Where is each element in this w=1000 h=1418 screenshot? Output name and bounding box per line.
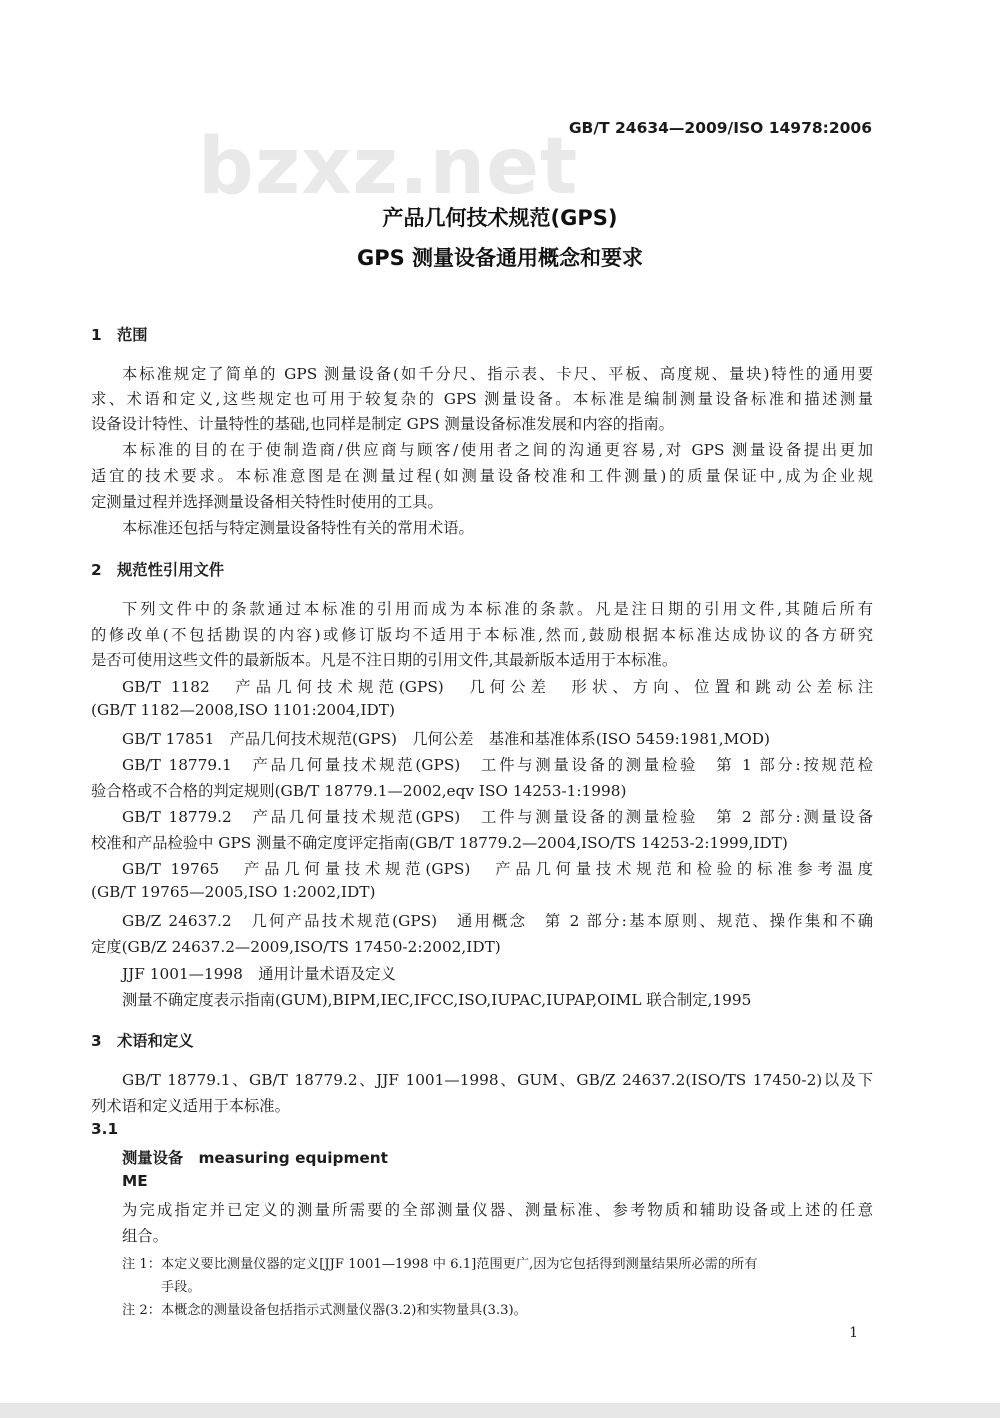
term-definition: 为完成指定并已定义的测量所需要的全部测量仪器、测量标准、参考物质和辅助设备或上述的任意 — [122, 1201, 873, 1219]
section-title: 范围 — [117, 326, 148, 344]
paragraph-line: 是否可使用这些文件的最新版本。凡是不注日期的引用文件,其最新版本适用于本标准。 — [91, 651, 678, 669]
reference-line: GB/T 18779.2 产品几何量技术规范(GPS) 工件与测量设备的测量检验 第 2 部分:测量设备 — [122, 808, 873, 826]
section-3-heading — [91, 1029, 194, 1051]
paragraph-line: GB/T 18779.1、GB/T 18779.2、JJF 1001—1998、GUM、GB/Z 24637.2(ISO/TS 17450-2)以及下 — [122, 1071, 873, 1089]
paragraph-line: 的修改单(不包括勘误的内容)或修订版均不适用于本标准,然而,鼓励根据本标准达成协议的各方研究 — [91, 626, 873, 644]
paragraph-line: 设备设计特性、计量特性的基础,也同样是制定 GPS 测量设备标准发展和内容的指南。 — [91, 415, 674, 433]
reference-line: 校准和产品检验中 GPS 测量不确定度评定指南(GB/T 18779.2—2004,ISO/TS 14253-2:1999,IDT) — [91, 834, 788, 852]
paragraph-line: 下列文件中的条款通过本标准的引用而成为本标准的条款。凡是注日期的引用文件,其随后所有 — [122, 600, 873, 618]
title-line-2: GPS 测量设备通用概念和要求 — [356, 246, 644, 270]
paragraph-line: 定测量过程并选择测量设备相关特性时使用的工具。 — [91, 493, 443, 511]
section-1-heading — [91, 323, 148, 345]
section-number: 3 — [91, 1032, 102, 1050]
reference-line: (GB/T 19765—2005,ISO 1:2002,IDT) — [91, 883, 376, 901]
note-1: 注 1：本定义要比测量仪器的定义[JJF 1001—1998 中 6.1]范围更广,因为它包括得到测量结果所必需的所有 — [122, 1257, 758, 1272]
paragraph-line: 本标准规定了简单的 GPS 测量设备(如千分尺、指示表、卡尺、平板、高度规、量块)特性的通用要 — [122, 365, 873, 383]
page-bottom-edge — [0, 1403, 1000, 1418]
paragraph-line: 求、术语和定义,这些规定也可用于较复杂的 GPS 测量设备。本标准是编制测量设备标准和描述测量 — [91, 390, 873, 408]
reference-line: 定度(GB/Z 24637.2—2009,ISO/TS 17450-2:2002,IDT) — [91, 938, 501, 956]
section-number: 2 — [91, 561, 102, 579]
term-name: 测量设备 measuring equipment — [122, 1149, 388, 1167]
page-number: 1 — [849, 1325, 858, 1341]
title-line-1: 产品几何技术规范(GPS) — [382, 206, 618, 230]
paragraph-line: 适宜的技术要求。本标准意图是在测量过程(如测量设备校准和工件测量)的质量保证中,成为企业规 — [91, 467, 873, 485]
paragraph-line: 本标准还包括与特定测量设备特性有关的常用术语。 — [122, 519, 474, 537]
standard-code: GB/T 24634—2009/ISO 14978:2006 — [568, 119, 872, 137]
reference-line: (GB/T 1182—2008,ISO 1101:2004,IDT) — [91, 701, 395, 719]
reference-line: GB/Z 24637.2 几何产品技术规范(GPS) 通用概念 第 2 部分:基本原则、规范、操作集和不确 — [122, 912, 873, 930]
reference-line: 验合格或不合格的判定规则(GB/T 18779.1—2002,eqv ISO 14253-1:1998) — [91, 782, 627, 800]
section-number: 1 — [91, 326, 102, 344]
reference-line: 测量不确定度表示指南(GUM),BIPM,IEC,IFCC,ISO,IUPAC,IUPAP,OIML 联合制定,1995 — [122, 991, 752, 1009]
clause-number: 3.1 — [91, 1120, 119, 1138]
reference-line: GB/T 19765 产品几何量技术规范(GPS) 产品几何量技术规范和检验的标准参考温度 — [122, 860, 873, 878]
reference-line: JJF 1001—1998 通用计量术语及定义 — [122, 965, 396, 983]
paragraph-line: 本标准的目的在于使制造商/供应商与顾客/使用者之间的沟通更容易,对 GPS 测量设备提出更加 — [122, 441, 873, 459]
note-2: 注 2：本概念的测量设备包括指示式测量仪器(3.2)和实物量具(3.3)。 — [122, 1303, 527, 1318]
paragraph-line: 列术语和定义适用于本标准。 — [91, 1097, 290, 1115]
note-1-continued: 手段。 — [161, 1280, 201, 1295]
section-title: 规范性引用文件 — [117, 561, 225, 579]
term-abbreviation: ME — [122, 1172, 148, 1190]
section-title: 术语和定义 — [117, 1032, 194, 1050]
term-definition: 组合。 — [122, 1227, 168, 1245]
reference-line: GB/T 18779.1 产品几何量技术规范(GPS) 工件与测量设备的测量检验 第 1 部分:按规范检 — [122, 756, 873, 774]
reference-line: GB/T 1182 产品几何技术规范(GPS) 几何公差 形状、方向、位置和跳动公差标注 — [122, 678, 873, 696]
watermark: bzxz.net — [198, 122, 579, 212]
reference-line: GB/T 17851 产品几何技术规范(GPS) 几何公差 基准和基准体系(ISO 5459:1981,MOD) — [122, 730, 771, 748]
section-2-heading — [91, 558, 224, 580]
